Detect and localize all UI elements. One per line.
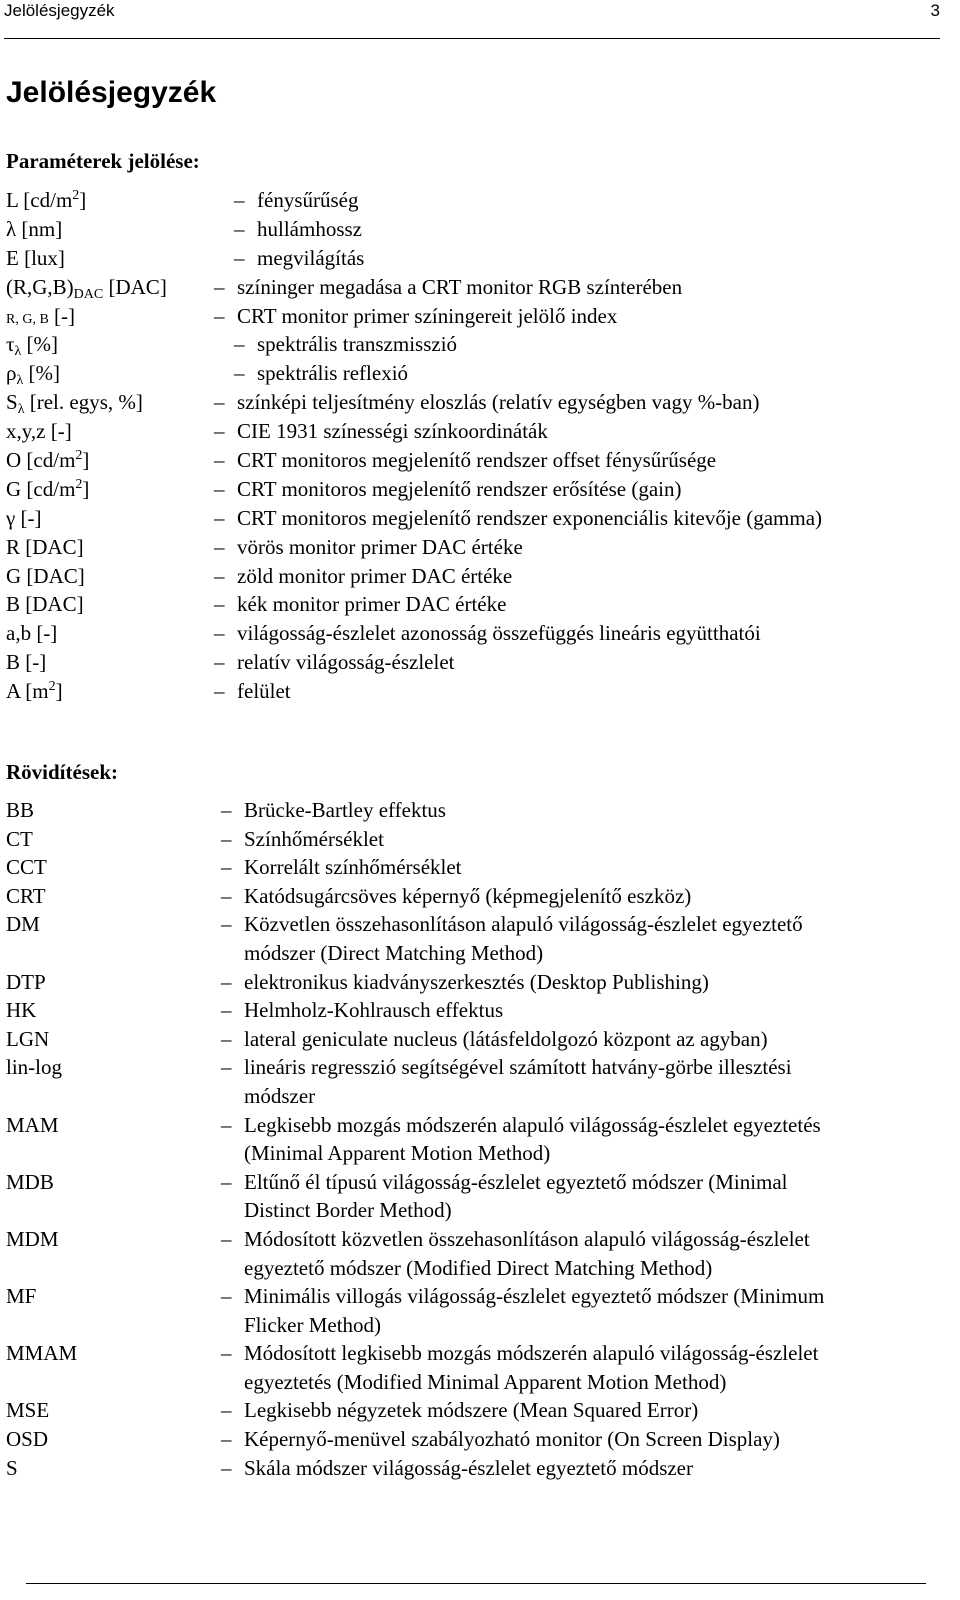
param-subscript: λ	[17, 402, 25, 418]
param-description: – CRT monitoros megjelenítő rendszer offset fénysűrűsége	[214, 446, 716, 475]
param-description: – kék monitor primer DAC értéke	[214, 590, 506, 619]
param-superscript: 2	[48, 679, 56, 695]
param-row	[6, 186, 946, 215]
abbr-description	[221, 796, 446, 825]
param-row	[6, 533, 946, 562]
abbr-term: MAM	[6, 1112, 59, 1137]
abbr-description-line: (Minimal Apparent Motion Method)	[244, 1141, 551, 1166]
param-row	[6, 302, 946, 331]
abbr-row	[6, 1053, 946, 1110]
dash-mark: –	[214, 650, 225, 675]
dash-mark: –	[214, 390, 225, 415]
dash-mark: –	[221, 912, 232, 937]
abbr-term: CCT	[6, 855, 47, 880]
param-description: – vörös monitor primer DAC értéke	[214, 533, 523, 562]
abbr-description	[221, 1396, 698, 1425]
dash-mark: –	[221, 1341, 232, 1366]
param-subscript: λ	[14, 344, 22, 360]
dash-mark: –	[234, 188, 245, 212]
dash-mark: –	[234, 216, 245, 241]
param-superscript: 2	[75, 476, 83, 492]
abbr-description-line: módszer (Direct Matching Method)	[244, 940, 544, 965]
param-symbol: $\tau_\lambda$ [%]	[6, 332, 58, 360]
param-symbol: x,y,z [-]	[6, 419, 72, 444]
param-row	[6, 475, 946, 504]
param-row	[6, 677, 946, 706]
dash-mark: –	[221, 1427, 232, 1452]
param-description: – CRT monitoros megjelenítő rendszer erősítése (gain)	[214, 475, 682, 504]
param-row	[6, 504, 946, 533]
abbr-row	[6, 853, 946, 882]
abbr-description	[221, 1053, 792, 1110]
param-superscript: 2	[72, 188, 80, 203]
abbr-description-line: lateral geniculate nucleus (látásfeldolgozó központ az agyban)	[244, 1026, 768, 1051]
dash-mark: –	[221, 1169, 232, 1194]
param-row	[6, 590, 946, 619]
abbr-section-title: Rövidítések:	[6, 760, 118, 784]
abbr-description-line: Brücke-Bartley effektus	[244, 798, 446, 822]
abbr-term: lin-log	[6, 1055, 62, 1080]
dash-mark: –	[221, 883, 232, 908]
params-section-title: Paraméterek jelölése:	[6, 149, 200, 173]
param-row	[6, 417, 946, 446]
abbr-description-line: Distinct Border Method)	[244, 1198, 452, 1223]
dash-mark: –	[221, 1112, 232, 1137]
dash-mark: –	[214, 679, 225, 704]
abbr-description-line: lineáris regresszió segítségével számított hatvány-görbe illesztési	[244, 1055, 792, 1080]
param-description: – színképi teljesítmény eloszlás (relatív egységben vagy %-ban)	[214, 388, 760, 417]
abbr-list	[6, 796, 946, 1482]
abbr-term: MDB	[6, 1169, 54, 1194]
param-symbol: E [lux]	[6, 245, 65, 270]
dash-mark: –	[214, 274, 225, 299]
abbr-term: BB	[6, 798, 35, 822]
param-symbol: $(R,G,B)_{DAC}$ [DAC]	[6, 274, 167, 302]
param-symbol: G [DAC]	[6, 563, 85, 588]
dash-mark: –	[221, 855, 232, 880]
param-symbol: $S_\lambda$ [rel. egys, %]	[6, 390, 143, 418]
param-symbol: B [DAC]	[6, 592, 84, 617]
abbr-description	[221, 1225, 810, 1282]
running-header	[4, 0, 940, 20]
footer-rule	[26, 1583, 926, 1584]
param-description: – CIE 1931 színességi színkoordináták	[214, 417, 548, 446]
param-description: – fénysűrűség	[234, 186, 358, 215]
abbr-row	[6, 910, 946, 967]
param-row	[6, 648, 946, 677]
param-symbol: O $[cd/m^2]$	[6, 448, 90, 473]
param-row	[6, 619, 946, 648]
param-row	[6, 215, 946, 244]
abbr-description-line: Minimális villogás világosság-észlelet egyeztető módszer (Minimum	[244, 1284, 825, 1309]
abbr-description-line: Katódsugárcsöves képernyő (képmegjelenítő eszköz)	[244, 883, 692, 908]
abbr-term: HK	[6, 998, 37, 1023]
dash-mark: –	[214, 563, 225, 588]
param-row	[6, 359, 946, 388]
abbr-term: DM	[6, 912, 40, 937]
param-symbol: A $[m^2]$	[6, 679, 63, 704]
abbr-term: OSD	[6, 1427, 49, 1452]
abbr-row	[6, 968, 946, 997]
abbr-description-line: Legkisebb négyzetek módszere (Mean Squared Error)	[244, 1398, 699, 1423]
dash-mark: –	[221, 1284, 232, 1309]
abbr-term: MSE	[6, 1398, 50, 1423]
header-rule	[4, 38, 940, 39]
param-row	[6, 446, 946, 475]
abbr-description-line: Színhőmérséklet	[244, 826, 384, 851]
param-description: – színinger megadása a CRT monitor RGB színterében	[214, 273, 682, 302]
param-row	[6, 244, 946, 273]
param-row	[6, 330, 946, 359]
dash-mark: –	[214, 476, 225, 501]
param-description: – zöld monitor primer DAC értéke	[214, 562, 512, 591]
abbr-row	[6, 796, 946, 825]
param-description: – felület	[214, 677, 291, 706]
abbr-description-line: Módosított legkisebb mozgás módszerén alapuló világosság-észlelet	[244, 1341, 819, 1366]
param-symbol: γ [-]	[6, 505, 42, 530]
param-symbol: a,b [-]	[6, 621, 58, 646]
abbr-description	[221, 1339, 818, 1396]
abbr-description-line: egyeztetés (Modified Minimal Apparent Motion Method)	[244, 1369, 727, 1394]
abbr-description	[221, 1111, 821, 1168]
dash-mark: –	[214, 505, 225, 530]
abbr-term: CT	[6, 826, 33, 851]
dash-mark: –	[234, 332, 245, 357]
abbr-description-line: Flicker Method)	[244, 1312, 382, 1337]
abbr-description	[221, 910, 803, 967]
param-row	[6, 388, 946, 417]
dash-mark: –	[214, 621, 225, 646]
abbr-description-line: Legkisebb mozgás módszerén alapuló világosság-észlelet egyeztetés	[244, 1112, 821, 1137]
abbr-term: CRT	[6, 883, 46, 908]
abbr-description-line: Képernyő-menüvel szabályozható monitor (On Screen Display)	[244, 1427, 780, 1452]
abbr-row	[6, 1025, 946, 1054]
abbr-description	[221, 853, 462, 882]
params-list	[6, 186, 946, 706]
param-symbol: λ [nm]	[6, 216, 63, 241]
param-subscript: DAC	[73, 286, 104, 302]
abbr-term: MDM	[6, 1226, 59, 1251]
abbr-description-line: Módosított közvetlen összehasonlításon alapuló világosság-észlelet	[244, 1226, 810, 1251]
abbr-description	[221, 1454, 693, 1483]
param-description: – világosság-észlelet azonosság összefüggés lineáris együtthatói	[214, 619, 761, 648]
abbr-description-line: egyeztető módszer (Modified Direct Matching Method)	[244, 1255, 713, 1280]
param-description: – relatív világosság-észlelet	[214, 648, 455, 677]
param-description: – hullámhossz	[234, 215, 362, 244]
dash-mark: –	[221, 1055, 232, 1080]
abbr-term: S	[6, 1455, 18, 1480]
dash-mark: –	[221, 1455, 232, 1480]
page-title: Jelölésjegyzék	[6, 76, 217, 109]
dash-mark: –	[221, 998, 232, 1023]
abbr-description-line: Korrelált színhőmérséklet	[244, 855, 462, 880]
param-description: – megvilágítás	[234, 244, 364, 273]
abbr-description	[221, 996, 503, 1025]
abbr-row	[6, 1282, 946, 1339]
abbr-row	[6, 1225, 946, 1282]
abbr-term: MMAM	[6, 1341, 78, 1366]
abbr-term: MF	[6, 1284, 37, 1309]
dash-mark: –	[221, 1226, 232, 1251]
abbr-description	[221, 1425, 780, 1454]
abbr-row	[6, 1454, 946, 1483]
abbr-row	[6, 1111, 946, 1168]
abbr-row	[6, 1425, 946, 1454]
param-symbol: B [-]	[6, 650, 47, 675]
running-header-title: Jelölésjegyzék	[4, 1, 115, 20]
param-symbol-small: R, G, B	[6, 311, 49, 327]
abbr-row	[6, 996, 946, 1025]
dash-mark: –	[214, 419, 225, 444]
abbr-description-line: Helmholz-Kohlrausch effektus	[244, 998, 504, 1023]
abbr-description	[221, 968, 709, 997]
dash-mark: –	[214, 534, 225, 559]
param-description: – CRT monitor primer színingereit jelölő index	[214, 302, 617, 331]
dash-mark: –	[214, 303, 225, 328]
abbr-description-line: módszer	[244, 1083, 316, 1108]
dash-mark: –	[221, 969, 232, 994]
abbr-term: DTP	[6, 969, 46, 994]
dash-mark: –	[221, 826, 232, 851]
param-description: – spektrális transzmisszió	[234, 330, 457, 359]
abbr-term: LGN	[6, 1026, 50, 1051]
dash-mark: –	[221, 798, 232, 822]
dash-mark: –	[234, 245, 245, 270]
abbr-description-line: Eltűnő él típusú világosság-észlelet egyeztető módszer (Minimal	[244, 1169, 788, 1194]
param-symbol: R [DAC]	[6, 534, 84, 559]
param-symbol: G $[cd/m^2]$	[6, 476, 90, 501]
abbr-description	[221, 1282, 824, 1339]
abbr-description	[221, 1025, 768, 1054]
param-subscript: λ	[16, 373, 24, 389]
param-description: – spektrális reflexió	[234, 359, 408, 388]
dash-mark: –	[214, 592, 225, 617]
abbr-description-line: Skála módszer világosság-észlelet egyeztető módszer	[244, 1455, 693, 1480]
abbr-row	[6, 1339, 946, 1396]
abbr-description-line: Közvetlen összehasonlításon alapuló világosság-észlelet egyeztető	[244, 912, 803, 937]
dash-mark: –	[234, 361, 245, 386]
abbr-row	[6, 882, 946, 911]
param-description: – CRT monitoros megjelenítő rendszer exponenciális kitevője (gamma)	[214, 504, 822, 533]
param-symbol: L $[cd/m^2]$	[6, 188, 87, 212]
abbr-row	[6, 1396, 946, 1425]
dash-mark: –	[221, 1398, 232, 1423]
dash-mark: –	[221, 1026, 232, 1051]
param-symbol: R, G, B [-]	[6, 303, 76, 328]
abbr-description	[221, 825, 384, 854]
abbr-row	[6, 1168, 946, 1225]
abbr-description	[221, 1168, 788, 1225]
param-row	[6, 562, 946, 591]
abbr-row	[6, 825, 946, 854]
param-row	[6, 273, 946, 302]
param-superscript: 2	[75, 448, 83, 464]
page-number: 3	[930, 1, 940, 20]
abbr-description	[221, 882, 691, 911]
abbr-description-line: elektronikus kiadványszerkesztés (Desktop Publishing)	[244, 969, 709, 994]
param-symbol: $\rho_\lambda$ [%]	[6, 361, 61, 389]
dash-mark: –	[214, 448, 225, 473]
